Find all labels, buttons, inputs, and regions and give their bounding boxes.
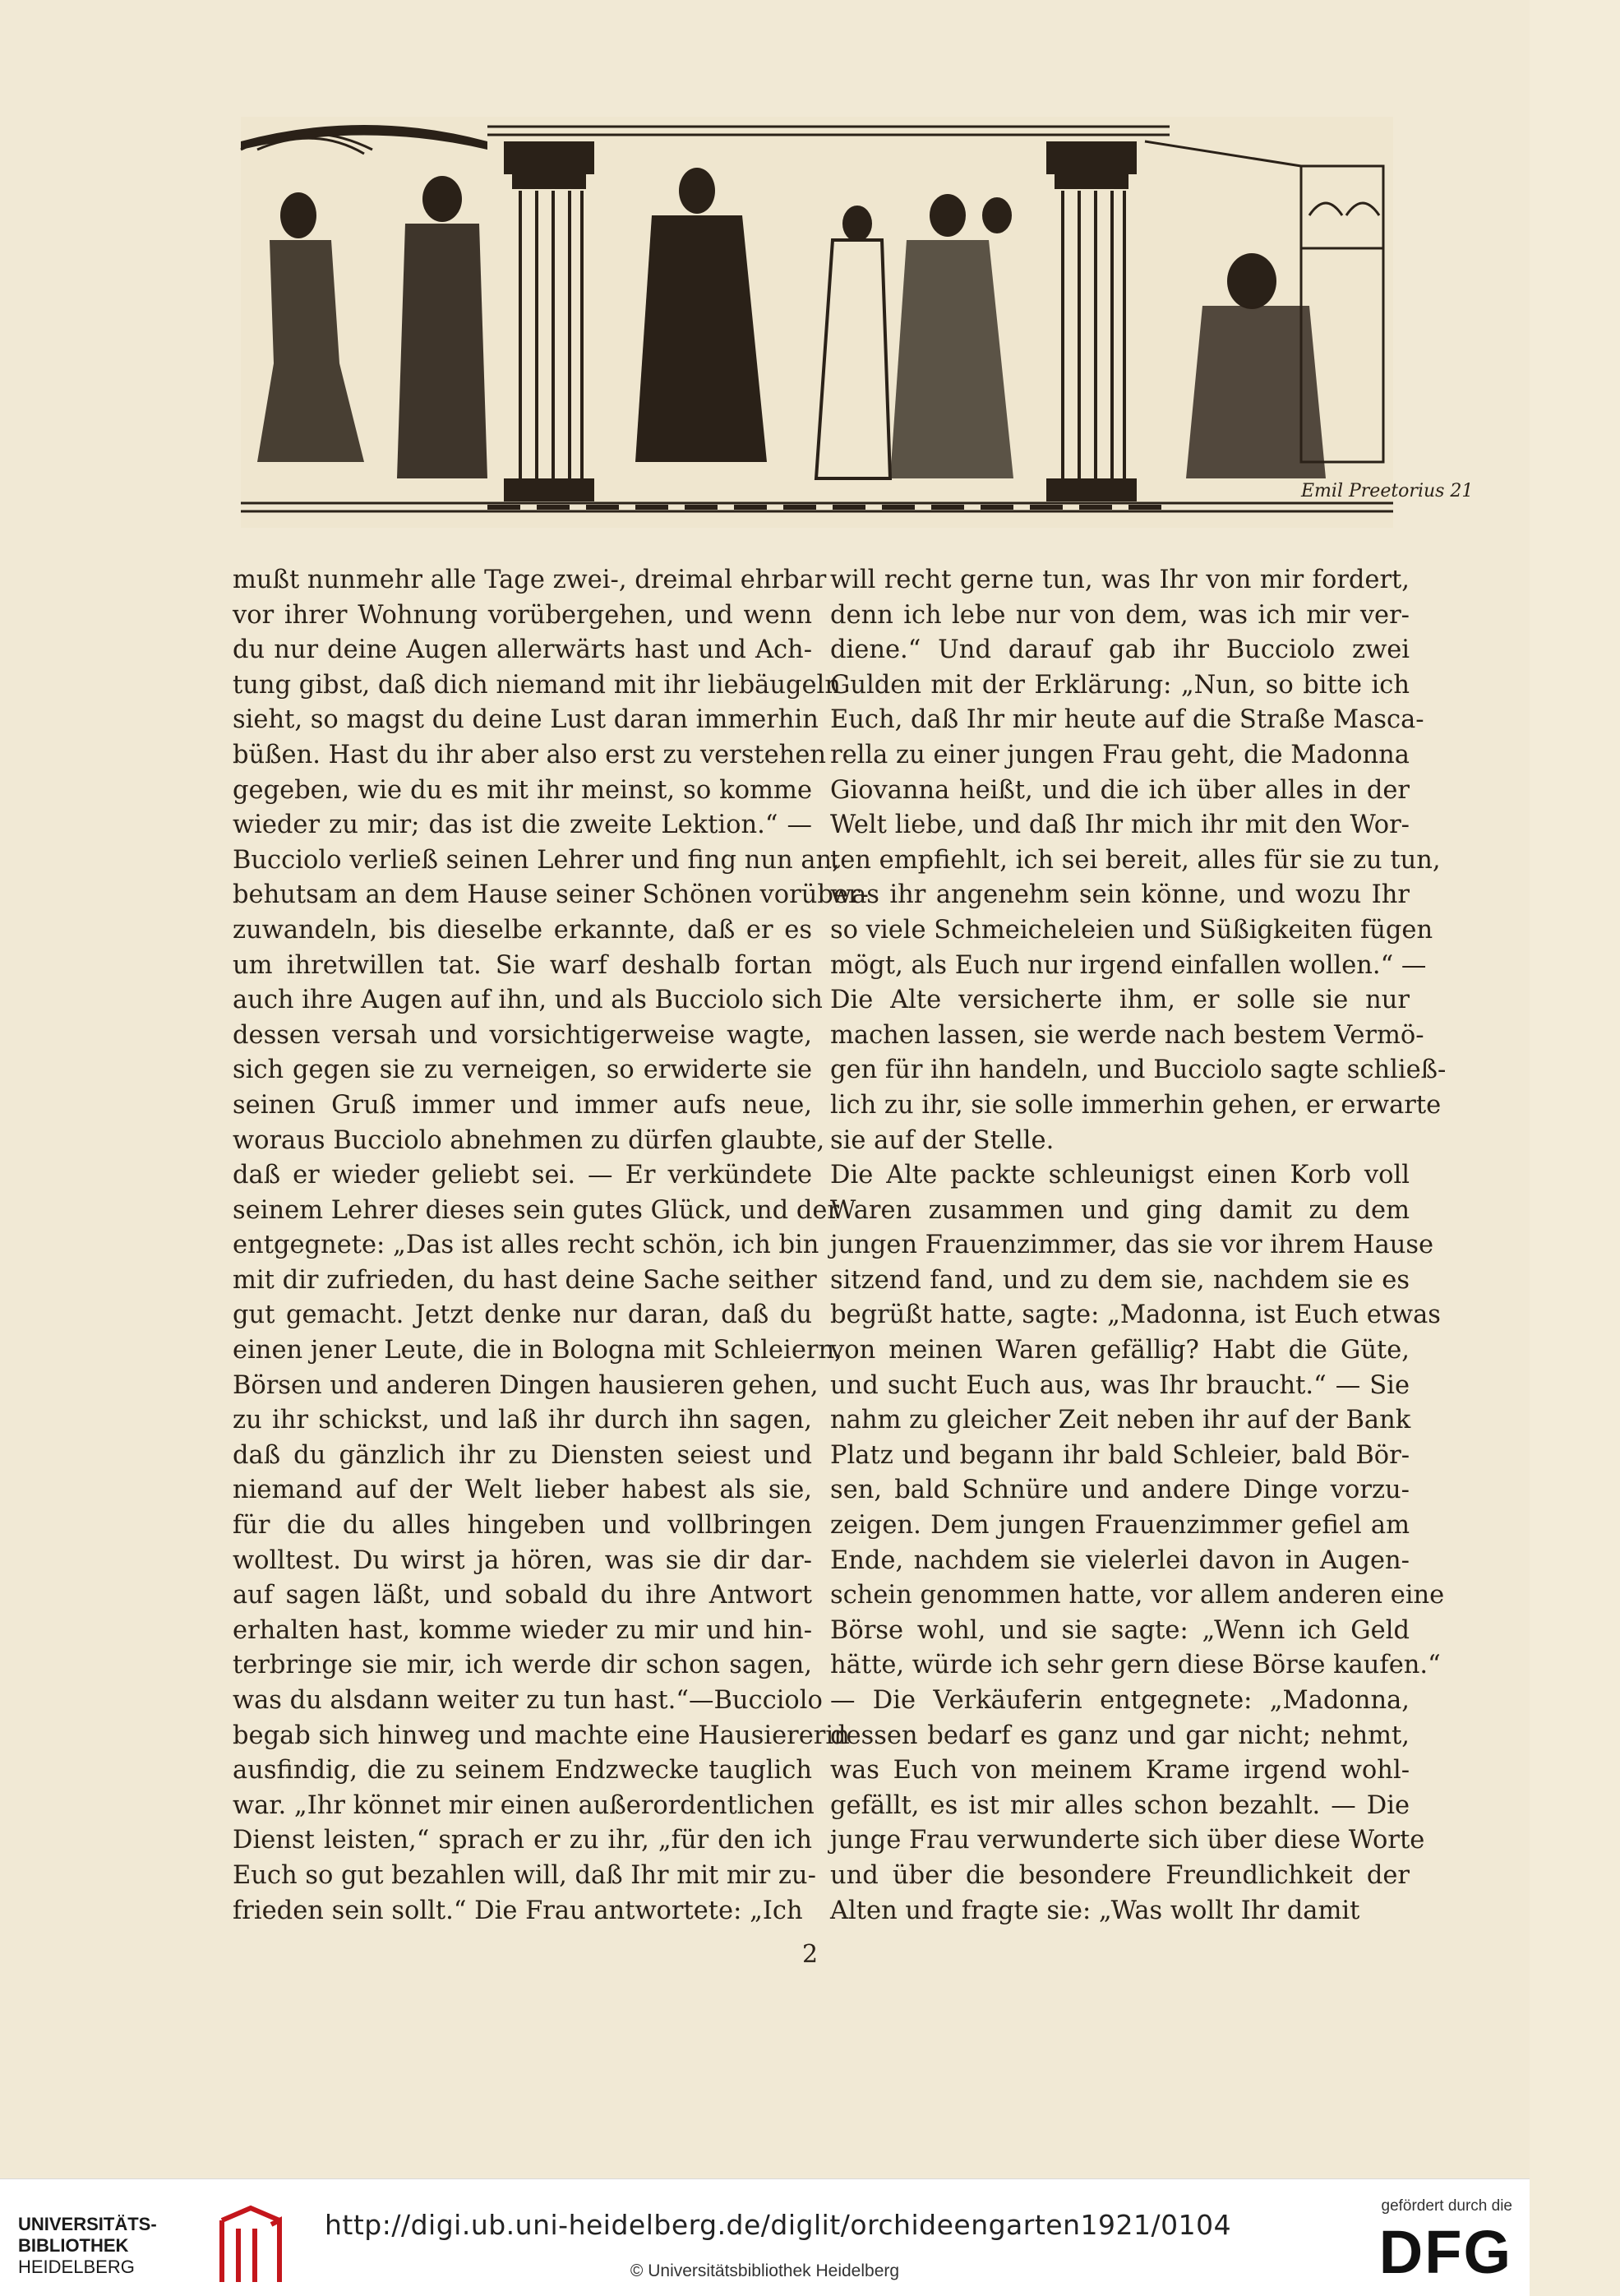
text-line: so viele Schmeicheleien und Süßigkeiten fügen — [830, 915, 1433, 945]
text-line: Alten und fragte sie: „Was wollt Ihr damit — [830, 1896, 1360, 1925]
text-line: — Die Verkäuferin entgegnete: „Madonna, — [830, 1686, 1410, 1715]
text-line: gut gemacht. Jetzt denke nur daran, daß du — [233, 1300, 812, 1330]
text-line: tung gibst, daß dich niemand mit ihr liebäugeln — [233, 670, 841, 700]
text-line: daß du gänzlich ihr zu Diensten seiest und — [233, 1440, 812, 1470]
text-line: was du alsdann weiter zu tun hast.“—Bucciolo — [233, 1686, 823, 1715]
text-line: sie auf der Stelle. — [830, 1125, 1055, 1155]
text-line: von meinen Waren gefällig? Habt die Güte, — [830, 1336, 1410, 1365]
text-line: rella zu einer jungen Frau geht, die Madonna — [830, 740, 1410, 769]
text-line: behutsam an dem Hause seiner Schönen vorüber- — [233, 880, 869, 910]
text-line: Euch, daß Ihr mir heute auf die Straße Masca- — [830, 705, 1424, 735]
text-line: niemand auf der Welt lieber habest als sie, — [233, 1476, 812, 1505]
text-line: erhalten hast, komme wieder zu mir und hin- — [233, 1615, 812, 1645]
text-line: junge Frau verwunderte sich über diese Worte — [830, 1826, 1425, 1855]
library-name-line1: UNIVERSITÄTS- — [18, 2214, 157, 2234]
text-line: Giovanna heißt, und die ich über alles in der — [830, 775, 1410, 805]
text-line: Die Alte versicherte ihm, er solle sie nur — [830, 986, 1410, 1015]
text-line: auch ihre Augen auf ihn, und als Bucciolo sich — [233, 986, 823, 1015]
engraving-illustration — [241, 117, 1474, 528]
text-line: zuwandeln, bis dieselbe erkannte, daß er es — [233, 915, 812, 945]
text-line: hätte, würde ich sehr gern diese Börse kaufen.“ — [830, 1651, 1441, 1680]
text-line: Ende, nachdem sie vielerlei davon in Augen- — [830, 1545, 1410, 1575]
text-line: Börsen und anderen Dingen hausieren gehen, — [233, 1370, 819, 1400]
text-line: jungen Frauenzimmer, das sie vor ihrem Hause — [830, 1231, 1434, 1260]
right-text-column — [830, 563, 1447, 1929]
text-line: gen für ihn handeln, und Bucciolo sagte schließ- — [830, 1056, 1447, 1085]
text-line: Waren zusammen und ging damit zu dem — [830, 1195, 1410, 1225]
text-line: dessen bedarf es ganz und gar nicht; nehmt, — [830, 1721, 1410, 1750]
text-line: was ihr angenehm sein könne, und wozu Ihr — [830, 880, 1410, 910]
document-url-link[interactable]: http://digi.ub.uni-heidelberg.de/diglit/orchideengarten1921/0104 — [325, 2209, 1232, 2241]
text-line: mögt, als Euch nur irgend einfallen wollen.“ — — [830, 950, 1427, 980]
text-line: sen, bald Schnüre und andere Dinge vorzu- — [830, 1476, 1410, 1505]
text-line: war. „Ihr könnet mir einen außerordentlichen — [233, 1790, 815, 1820]
text-line: woraus Bucciolo abnehmen zu dürfen glaubte, — [233, 1125, 825, 1155]
text-line: begrüßt hatte, sagte: „Madonna, ist Euch etwas — [830, 1300, 1441, 1330]
text-line: zu ihr schickst, und laß ihr durch ihn sagen, — [233, 1406, 812, 1435]
text-line: wolltest. Du wirst ja hören, was sie dir dar- — [233, 1545, 812, 1575]
text-line: Bucciolo verließ seinen Lehrer und fing nun an, — [233, 845, 840, 875]
text-line: mit dir zufrieden, du hast deine Sache seither — [233, 1265, 817, 1295]
text-line: frieden sein sollt.“ Die Frau antwortete: „Ich — [233, 1896, 803, 1925]
text-line: vor ihrer Wohnung vorübergehen, und wenn — [233, 600, 812, 630]
text-line: ten empfiehlt, ich sei bereit, alles für sie zu tun, — [830, 845, 1441, 875]
text-line: was Euch von meinem Krame irgend wohl- — [830, 1756, 1410, 1786]
page-number: 2 — [801, 1940, 819, 1969]
text-line: Die Alte packte schleunigst einen Korb voll — [830, 1161, 1410, 1190]
text-line: büßen. Hast du ihr aber also erst zu verstehen — [233, 740, 827, 769]
text-line: gefällt, es ist mir alles schon bezahlt. — Die — [830, 1790, 1410, 1820]
viewer-footer — [0, 2178, 1530, 2296]
library-name-line2: BIBLIOTHEK — [18, 2235, 129, 2256]
text-line: und über die besondere Freundlichkeit der — [830, 1860, 1410, 1890]
text-line: für die du alles hingeben und vollbringen — [233, 1511, 812, 1541]
text-line: denn ich lebe nur von dem, was ich mir ver- — [830, 600, 1410, 630]
text-line: und sucht Euch aus, was Ihr braucht.“ — Sie — [830, 1370, 1410, 1400]
text-line: einen jener Leute, die in Bologna mit Schleiern, — [233, 1336, 842, 1365]
left-text-column — [233, 563, 869, 1929]
text-line: sich gegen sie zu verneigen, so erwiderte sie — [233, 1056, 812, 1085]
text-line: Euch so gut bezahlen will, daß Ihr mit mir zu- — [233, 1860, 816, 1890]
text-line: auf sagen läßt, und sobald du ihre Antwort — [233, 1581, 812, 1610]
text-line: daß er wieder geliebt sei. — Er verkündete — [233, 1161, 812, 1190]
text-line: gegeben, wie du es mit ihr meinst, so komme — [233, 775, 812, 805]
text-line: machen lassen, sie werde nach bestem Vermö- — [830, 1020, 1424, 1050]
text-line: terbringe sie mir, ich werde dir schon sagen, — [233, 1651, 812, 1680]
text-line: zeigen. Dem jungen Frauenzimmer gefiel am — [830, 1511, 1410, 1541]
text-line: um ihretwillen tat. Sie warf deshalb fortan — [233, 950, 812, 980]
text-line: will recht gerne tun, was Ihr von mir fordert, — [830, 566, 1410, 594]
text-line: ausfindig, die zu seinem Endzwecke tauglich — [233, 1756, 812, 1786]
text-line: Welt liebe, und daß Ihr mich ihr mit den Wor- — [830, 811, 1410, 840]
text-line: schein genommen hatte, vor allem anderen eine — [830, 1581, 1445, 1610]
funder-logo[interactable] — [1332, 2197, 1512, 2288]
text-line: entgegnete: „Das ist alles recht schön, ich bin — [233, 1231, 819, 1260]
funder-label: gefördert durch die — [1381, 2197, 1512, 2215]
text-line: sitzend fand, und zu dem sie, nachdem sie es — [830, 1265, 1410, 1295]
text-line: nahm zu gleicher Zeit neben ihr auf der Bank — [830, 1406, 1411, 1435]
text-line: begab sich hinweg und machte eine Hausiererin — [233, 1721, 850, 1750]
text-line: sieht, so magst du deine Lust daran immerhin — [233, 705, 819, 735]
text-line: mußt nunmehr alle Tage zwei-, dreimal ehrbar — [233, 566, 827, 594]
text-line: Dienst leisten,“ sprach er zu ihr, „für den ich — [233, 1826, 812, 1855]
text-line: Platz und begann ihr bald Schleier, bald Bör- — [830, 1440, 1410, 1470]
illustration-signature: Emil Preetorius 21 — [1301, 481, 1474, 501]
library-name-line3: HEIDELBERG — [18, 2257, 135, 2277]
text-line: seinem Lehrer dieses sein gutes Glück, und der — [233, 1195, 839, 1225]
text-line: diene.“ Und darauf gab ihr Bucciolo zwei — [830, 635, 1410, 665]
text-line: seinen Gruß immer und immer aufs neue, — [233, 1090, 812, 1120]
dfg-logo: DFG — [1378, 2218, 1512, 2286]
text-line: Börse wohl, und sie sagte: „Wenn ich Geld — [830, 1615, 1410, 1645]
text-line: Gulden mit der Erklärung: „Nun, so bitte ich — [830, 670, 1410, 700]
copyright-notice: © Universitätsbibliothek Heidelberg — [630, 2261, 900, 2280]
text-line: du nur deine Augen allerwärts hast und Ach- — [233, 635, 812, 665]
text-line: dessen versah und vorsichtigerweise wagte, — [233, 1020, 812, 1050]
header-illustration — [241, 117, 1474, 528]
text-line: wieder zu mir; das ist die zweite Lektion.“ — — [233, 811, 812, 840]
text-line: lich zu ihr, sie solle immerhin gehen, er erwarte — [830, 1090, 1442, 1120]
